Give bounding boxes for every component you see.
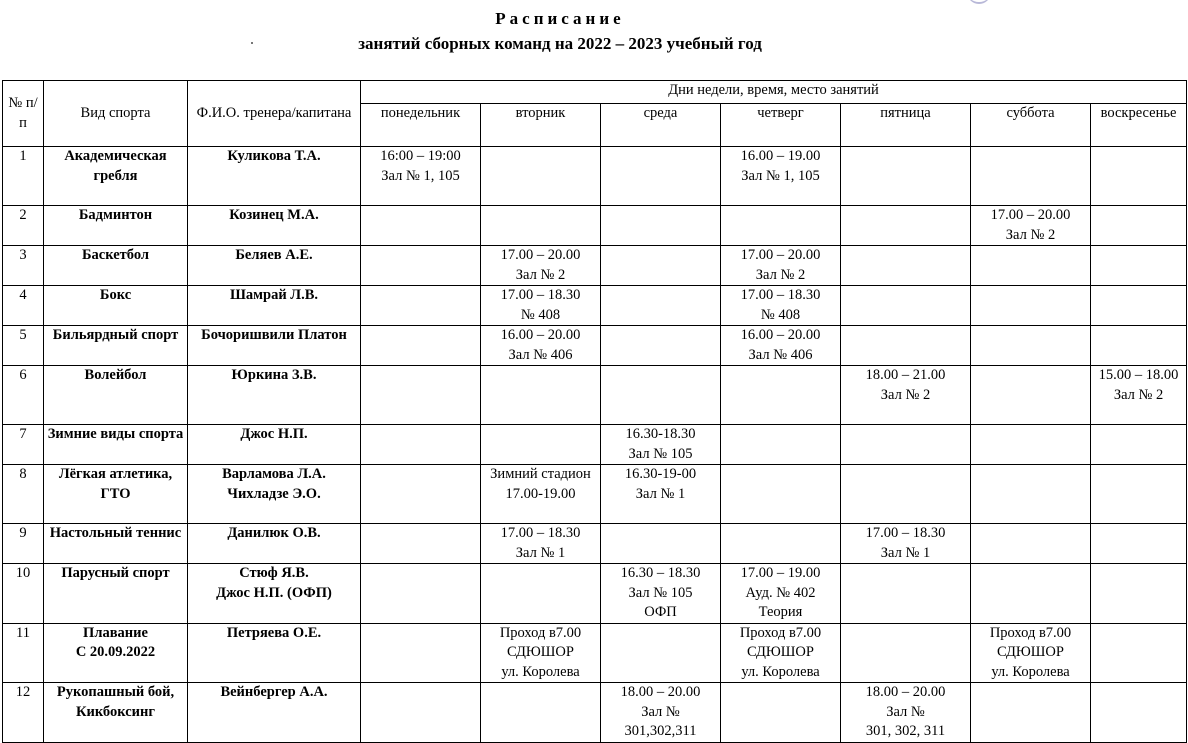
cell-sunday xyxy=(1091,425,1187,465)
cell-sport: Баскетбол xyxy=(44,246,188,286)
cell-tuesday: 17.00 – 18.30 Зал № 1 xyxy=(481,524,601,564)
cell-thursday: 17.00 – 18.30 № 408 xyxy=(721,286,841,326)
header-days-group: Дни недели, время, место занятий xyxy=(361,81,1187,104)
cell-num: 7 xyxy=(3,425,44,465)
cell-wednesday: 16.30 – 18.30 Зал № 105 ОФП xyxy=(601,564,721,624)
table-row xyxy=(3,465,1187,524)
cell-monday xyxy=(361,623,481,683)
cell-friday: 17.00 – 18.30 Зал № 1 xyxy=(841,524,971,564)
cell-tuesday: 17.00 – 18.30 № 408 xyxy=(481,286,601,326)
cell-sport: Волейбол xyxy=(44,366,188,425)
cell-friday xyxy=(841,246,971,286)
cell-sunday xyxy=(1091,623,1187,683)
table-row xyxy=(3,366,1187,425)
cell-num: 6 xyxy=(3,366,44,425)
cell-saturday xyxy=(971,524,1091,564)
header-day-saturday: суббота xyxy=(971,104,1091,147)
cell-friday xyxy=(841,425,971,465)
cell-num: 12 xyxy=(3,683,44,743)
cell-thursday: 16.00 – 20.00 Зал № 406 xyxy=(721,326,841,366)
cell-thursday xyxy=(721,524,841,564)
cell-num: 5 xyxy=(3,326,44,366)
cell-sport: Зимние виды спорта xyxy=(44,425,188,465)
cell-monday xyxy=(361,326,481,366)
cell-thursday: 17.00 – 19.00 Ауд. № 402 Теория xyxy=(721,564,841,624)
table-row xyxy=(3,246,1187,286)
cell-monday xyxy=(361,564,481,624)
cell-monday xyxy=(361,286,481,326)
cell-wednesday xyxy=(601,326,721,366)
cell-num: 11 xyxy=(3,623,44,683)
cell-num: 10 xyxy=(3,564,44,624)
cell-thursday xyxy=(721,683,841,743)
cell-sport: Парусный спорт xyxy=(44,564,188,624)
cell-thursday xyxy=(721,366,841,425)
cell-saturday xyxy=(971,147,1091,206)
cell-tuesday: 16.00 – 20.00 Зал № 406 xyxy=(481,326,601,366)
cell-num: 8 xyxy=(3,465,44,524)
header-sport: Вид спорта xyxy=(44,81,188,147)
cell-tuesday xyxy=(481,366,601,425)
cell-coach: Бочоришвили Платон xyxy=(188,326,361,366)
cell-monday: 16:00 – 19:00 Зал № 1, 105 xyxy=(361,147,481,206)
table-row xyxy=(3,206,1187,246)
cell-friday: 18.00 – 21.00 Зал № 2 xyxy=(841,366,971,425)
cell-wednesday xyxy=(601,147,721,206)
cell-saturday xyxy=(971,326,1091,366)
cell-thursday: 17.00 – 20.00 Зал № 2 xyxy=(721,246,841,286)
cell-friday xyxy=(841,206,971,246)
cell-coach: Данилюк О.В. xyxy=(188,524,361,564)
cell-sport: Бадминтон xyxy=(44,206,188,246)
cell-monday xyxy=(361,465,481,524)
schedule-table xyxy=(2,80,1187,743)
cell-saturday: 17.00 – 20.00 Зал № 2 xyxy=(971,206,1091,246)
cell-thursday xyxy=(721,206,841,246)
cell-num: 4 xyxy=(3,286,44,326)
cell-wednesday xyxy=(601,623,721,683)
header-day-friday: пятница xyxy=(841,104,971,147)
cell-sunday xyxy=(1091,465,1187,524)
cell-sunday: 15.00 – 18.00 Зал № 2 xyxy=(1091,366,1187,425)
cell-sport: Плавание С 20.09.2022 xyxy=(44,623,188,683)
page-subtitle: занятий сборных команд на 2022 – 2023 учебный год xyxy=(358,34,762,53)
cell-num: 1 xyxy=(3,147,44,206)
cell-monday xyxy=(361,425,481,465)
header-day-tuesday: вторник xyxy=(481,104,601,147)
table-row xyxy=(3,524,1187,564)
cell-num: 3 xyxy=(3,246,44,286)
page-title: Расписание xyxy=(495,9,625,28)
table-row xyxy=(3,623,1187,683)
cell-monday xyxy=(361,206,481,246)
table-row xyxy=(3,326,1187,366)
cell-friday xyxy=(841,623,971,683)
table-row xyxy=(3,147,1187,206)
table-header-row xyxy=(3,81,1187,104)
table-row xyxy=(3,683,1187,743)
cell-sunday xyxy=(1091,524,1187,564)
cell-tuesday xyxy=(481,425,601,465)
cell-coach: Куликова Т.А. xyxy=(188,147,361,206)
cell-num: 9 xyxy=(3,524,44,564)
header-day-wednesday: среда xyxy=(601,104,721,147)
cell-sunday xyxy=(1091,286,1187,326)
cell-wednesday xyxy=(601,246,721,286)
cell-sport: Настольный теннис xyxy=(44,524,188,564)
cell-coach: Козинец М.А. xyxy=(188,206,361,246)
cell-thursday xyxy=(721,465,841,524)
cell-sport: Академическая гребля xyxy=(44,147,188,206)
cell-coach: Варламова Л.А. Чихладзе Э.О. xyxy=(188,465,361,524)
cell-coach: Юркина З.В. xyxy=(188,366,361,425)
cell-saturday xyxy=(971,425,1091,465)
cell-wednesday: 16.30-18.30 Зал № 105 xyxy=(601,425,721,465)
cell-coach: Стюф Я.В. Джос Н.П. (ОФП) xyxy=(188,564,361,624)
cell-wednesday: 16.30-19-00 Зал № 1 xyxy=(601,465,721,524)
cell-sunday xyxy=(1091,246,1187,286)
cell-friday: 18.00 – 20.00 Зал № 301, 302, 311 xyxy=(841,683,971,743)
cell-friday xyxy=(841,147,971,206)
cell-coach: Вейнбергер А.А. xyxy=(188,683,361,743)
cell-saturday xyxy=(971,564,1091,624)
cell-friday xyxy=(841,564,971,624)
cell-sport: Бокс xyxy=(44,286,188,326)
cell-sport: Бильярдный спорт xyxy=(44,326,188,366)
cell-monday xyxy=(361,683,481,743)
cell-thursday: Проход в7.00 СДЮШОР ул. Королева xyxy=(721,623,841,683)
cell-friday xyxy=(841,326,971,366)
cell-tuesday: 17.00 – 20.00 Зал № 2 xyxy=(481,246,601,286)
cell-sunday xyxy=(1091,564,1187,624)
cell-tuesday xyxy=(481,147,601,206)
cell-monday xyxy=(361,366,481,425)
cell-tuesday: Проход в7.00 СДЮШОР ул. Королева xyxy=(481,623,601,683)
cell-coach: Джос Н.П. xyxy=(188,425,361,465)
cell-sunday xyxy=(1091,326,1187,366)
cell-coach: Петряева О.Е. xyxy=(188,623,361,683)
cell-tuesday xyxy=(481,683,601,743)
cell-thursday xyxy=(721,425,841,465)
table-row xyxy=(3,425,1187,465)
cell-sunday xyxy=(1091,206,1187,246)
cell-saturday xyxy=(971,366,1091,425)
cell-sport: Лёгкая атлетика, ГТО xyxy=(44,465,188,524)
cell-monday xyxy=(361,524,481,564)
corner-logo-fragment xyxy=(967,0,991,4)
header-day-sunday: воскресенье xyxy=(1091,104,1187,147)
cell-wednesday: 18.00 – 20.00 Зал № 301,302,311 xyxy=(601,683,721,743)
cell-saturday xyxy=(971,246,1091,286)
header-day-thursday: четверг xyxy=(721,104,841,147)
header-coach: Ф.И.О. тренера/капитана xyxy=(188,81,361,147)
cell-coach: Шамрай Л.В. xyxy=(188,286,361,326)
cell-sunday xyxy=(1091,683,1187,743)
cell-saturday xyxy=(971,683,1091,743)
cell-wednesday xyxy=(601,286,721,326)
cell-coach: Беляев А.Е. xyxy=(188,246,361,286)
cell-tuesday xyxy=(481,206,601,246)
cell-sport: Рукопашный бой, Кикбоксинг xyxy=(44,683,188,743)
cell-wednesday xyxy=(601,206,721,246)
cell-wednesday xyxy=(601,524,721,564)
cell-monday xyxy=(361,246,481,286)
header-day-monday: понедельник xyxy=(361,104,481,147)
cell-saturday xyxy=(971,286,1091,326)
cell-num: 2 xyxy=(3,206,44,246)
cell-friday xyxy=(841,286,971,326)
header-num: № п/п xyxy=(3,81,44,147)
cell-saturday xyxy=(971,465,1091,524)
cell-sunday xyxy=(1091,147,1187,206)
table-row xyxy=(3,286,1187,326)
cell-wednesday xyxy=(601,366,721,425)
cell-thursday: 16.00 – 19.00 Зал № 1, 105 xyxy=(721,147,841,206)
cell-saturday: Проход в7.00 СДЮШОР ул. Королева xyxy=(971,623,1091,683)
cell-friday xyxy=(841,465,971,524)
cell-tuesday: Зимний стадион 17.00-19.00 xyxy=(481,465,601,524)
table-row xyxy=(3,564,1187,624)
cell-tuesday xyxy=(481,564,601,624)
